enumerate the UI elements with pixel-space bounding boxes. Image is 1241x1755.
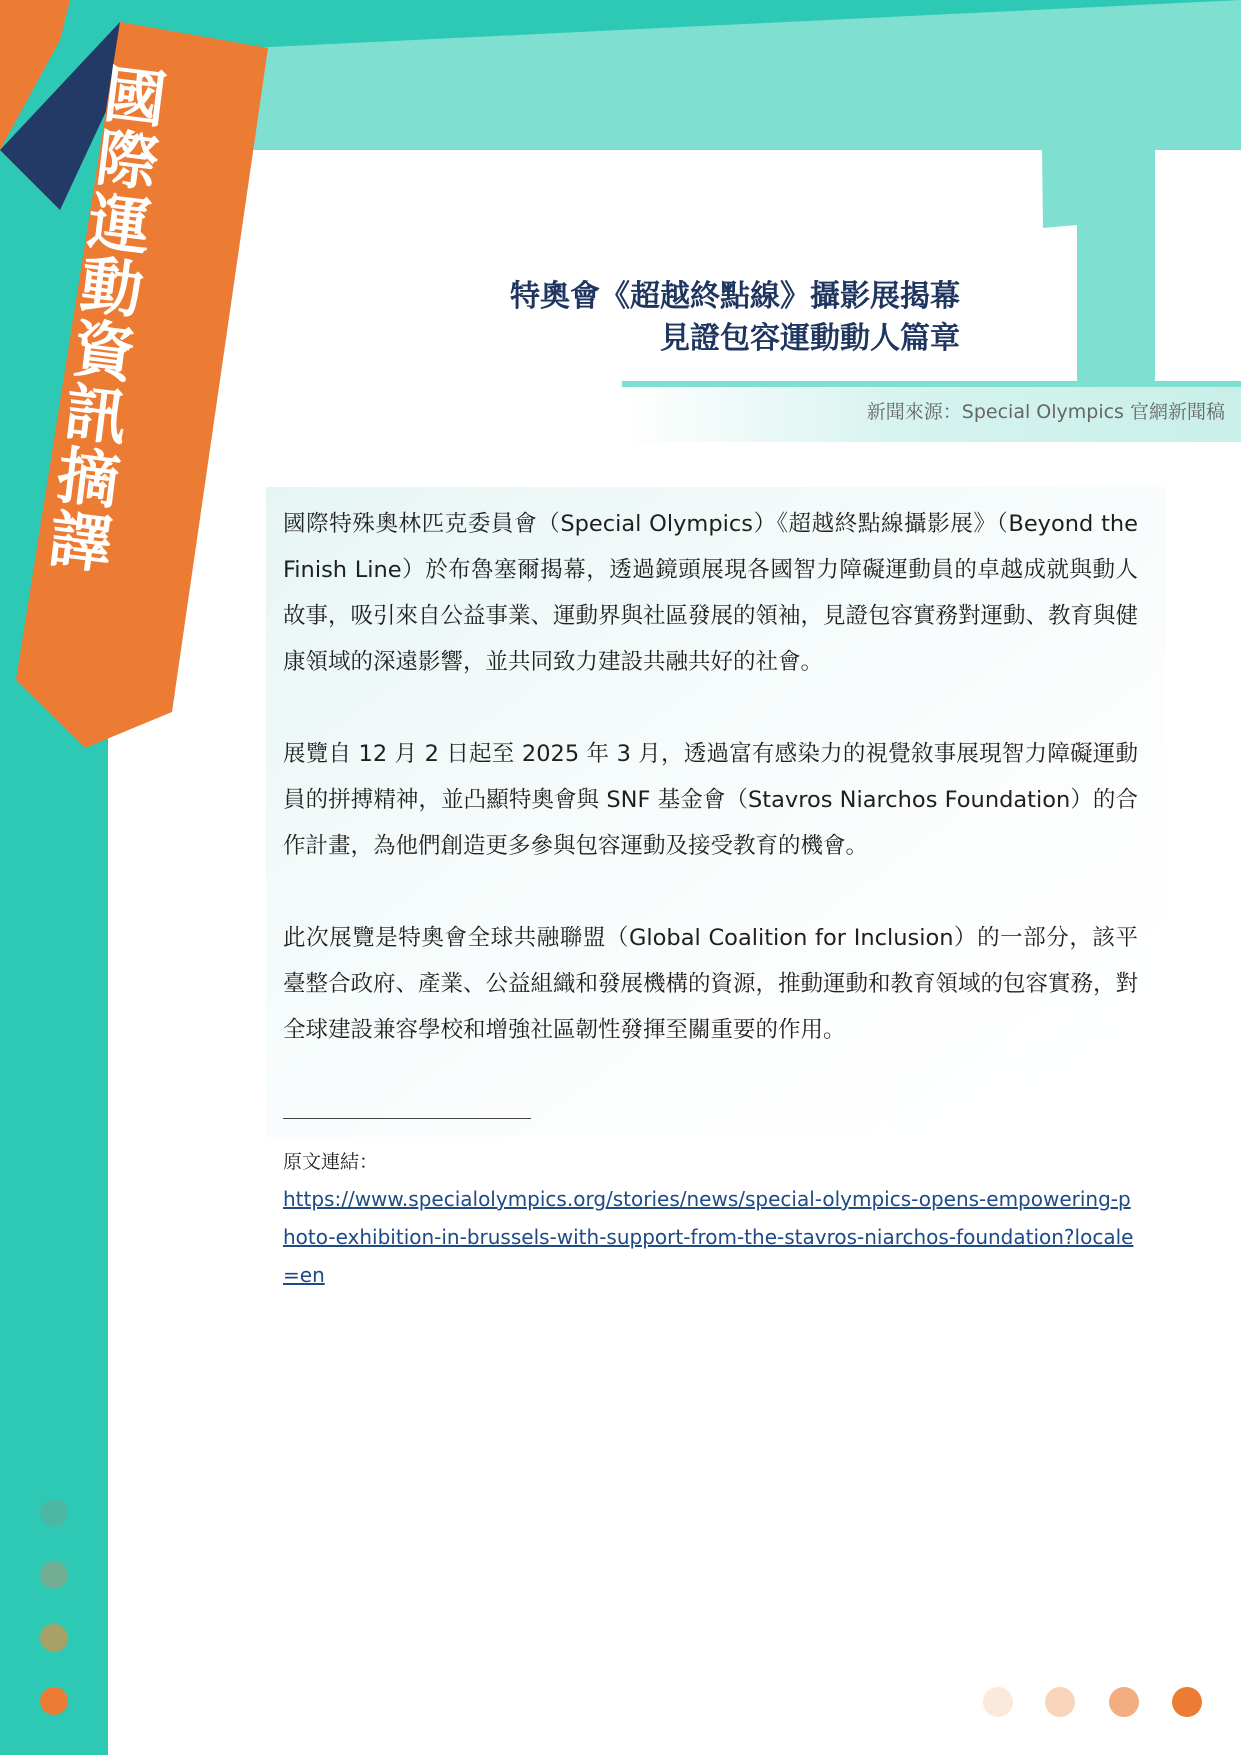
article-body <box>283 501 1138 1099</box>
banner-char: 國 <box>99 57 171 138</box>
title-line-1: 特奧會《超越終點線》攝影展揭幕 <box>510 279 960 314</box>
news-source: 新聞來源：Special Olympics 官網新聞稿 <box>866 401 1225 423</box>
banner-char: 資 <box>68 311 140 392</box>
decorative-dot <box>983 1687 1013 1717</box>
banner-char: 譯 <box>45 501 116 582</box>
paragraph: 展覽自 12 月 2 日起至 2025 年 3 月，透過富有感染力的視覺敘事展現智力障礙運動員的拼搏精神，並凸顯特奧會與 SNF 基金會（Stavros Niarchos Foundation）的合作計畫，為他們創造更多參與包容運動及接受教育的機會。 <box>283 741 1138 859</box>
decorative-dot <box>1172 1687 1202 1717</box>
banner-char: 際 <box>92 120 163 201</box>
source-link-label: 原文連結： <box>283 1151 379 1173</box>
banner-char: 摘 <box>53 438 124 519</box>
paragraph: 此次展覽是特奧會全球共融聯盟（Global Coalition for Inclusion）的一部分，該平臺整合政府、產業、公益組織和發展機構的資源，推動運動和教育領域的包容實務，對全球建設兼容學校和增強社區韌性發揮至關重要的作用。 <box>283 925 1139 1043</box>
title-line-2: 見證包容運動動人篇章 <box>660 321 960 356</box>
banner-char: 訊 <box>60 374 132 455</box>
decorative-dot <box>1045 1687 1075 1717</box>
decorative-dot <box>1109 1687 1139 1717</box>
banner-char: 運 <box>84 184 155 265</box>
article-title <box>380 276 960 360</box>
banner-char: 動 <box>76 247 147 328</box>
source-link[interactable]: https://www.specialolympics.org/stories/news/special-olympics-opens-empowering-photo-exhibition-in-brussels-with-support-from-the-stavros-niarchos-foundation?locale=en <box>283 1187 1134 1287</box>
paragraph: 國際特殊奧林匹克委員會（Special Olympics）《超越終點線攝影展》（Beyond the Finish Line）於布魯塞爾揭幕，透過鏡頭展現各國智力障礙運動員的卓越成就與動人故事，吸引來自公益事業、運動界與社區發展的領袖，見證包容實務對運動、教育與健康領域的深遠影響，並共同致力建設共融共好的社會。 <box>283 511 1139 675</box>
footnote-divider <box>283 1118 531 1119</box>
